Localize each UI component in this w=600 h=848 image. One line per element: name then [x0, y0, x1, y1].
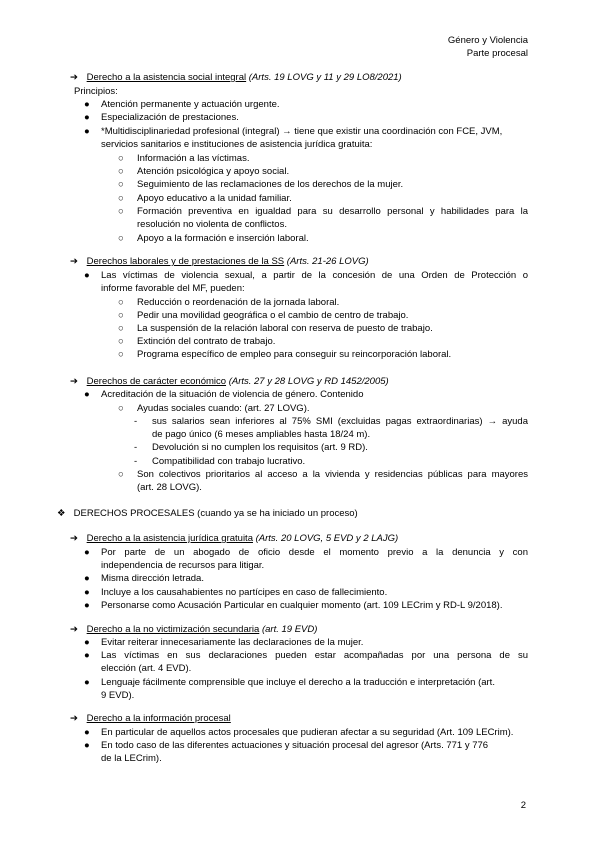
section-heading: [70, 376, 389, 388]
circle-icon: ○: [118, 403, 124, 414]
section-heading: [70, 624, 317, 636]
bullet-icon: ●: [84, 126, 90, 137]
list-item: [84, 99, 98, 111]
section-title: Derechos de carácter económico: [86, 376, 227, 387]
sub-item-text: resolución no violenta de conflictos.: [137, 219, 287, 230]
sub-item-text: Son colectivos prioritarios al acceso a la vivienda y residencias públicas para mayores: [137, 469, 528, 480]
dash-icon: -: [134, 442, 138, 453]
section-ref: (Arts. 21-26 LOVG): [286, 256, 369, 267]
circle-icon: ○: [118, 153, 124, 164]
arrow-icon: ➔: [70, 376, 78, 387]
bullet-icon: ●: [84, 270, 90, 281]
section-title: Derecho a la no victimización secundaria: [86, 624, 260, 635]
circle-icon: ○: [118, 336, 124, 347]
section-ref: (Arts. 20 LOVG, 5 EVD y 2 LAJG): [255, 533, 399, 544]
list-item-text: Misma dirección letrada.: [101, 573, 204, 584]
sub-item-text: Apoyo educativo a la unidad familiar.: [137, 193, 292, 204]
principios-label: Principios:: [74, 86, 118, 97]
section-ref: (Arts. 27 y 28 LOVG y RD 1452/2005): [228, 376, 389, 387]
diamond-icon: ❖: [57, 508, 66, 519]
bullet-icon: ●: [84, 600, 90, 611]
section-title: Derecho a la información procesal: [86, 713, 231, 724]
section-title: Derecho a la asistencia social integral: [86, 72, 247, 83]
bullet-icon: ●: [84, 573, 90, 584]
arrow-icon: ➔: [70, 713, 78, 724]
section-heading: [70, 72, 402, 84]
sub-sub-item-text: Compatibilidad con trabajo lucrativo.: [152, 456, 306, 467]
circle-icon: ○: [118, 310, 124, 321]
circle-icon: ○: [118, 166, 124, 177]
list-item-text: elección (art. 4 EVD).: [101, 663, 192, 674]
section-ref: (Arts. 19 LOVG y 11 y 29 LO8/2021): [248, 72, 402, 83]
list-item-text: Por parte de un abogado de oficio desde el momento previo a la denuncia y con: [101, 547, 528, 558]
list-item-text: Acreditación de la situación de violencia de género. Contenido: [101, 389, 364, 400]
section-heading: [70, 256, 369, 268]
section-title: Derechos laborales y de prestaciones de la SS: [86, 256, 285, 267]
list-item-text: Incluye a los causahabientes no partícipes en caso de fallecimiento.: [101, 587, 388, 598]
page-number: 2: [520, 800, 526, 811]
bullet-icon: ●: [84, 727, 90, 738]
header-line1: Género y Violencia: [447, 35, 528, 46]
sub-item-text: La suspensión de la relación laboral con reserva de puesto de trabajo.: [137, 323, 433, 334]
sub-item-text: Ayudas sociales cuando: (art. 27 LOVG).: [137, 403, 310, 414]
bullet-icon: ●: [84, 547, 90, 558]
bullet-icon: ●: [84, 587, 90, 598]
sub-item-text: Información a las víctimas.: [137, 153, 250, 164]
dash-icon: -: [134, 456, 138, 467]
sub-item-text: Extinción del contrato de trabajo.: [137, 336, 276, 347]
sub-item-text: Reducción o reordenación de la jornada laboral.: [137, 297, 340, 308]
sub-item-text: Seguimiento de las reclamaciones de los derechos de la mujer.: [137, 179, 404, 190]
list-item-text: de la LECrim).: [101, 753, 162, 764]
circle-icon: ○: [118, 297, 124, 308]
circle-icon: ○: [118, 469, 124, 480]
section-heading: [70, 533, 398, 545]
list-item-text: Evitar reiterar innecesariamente las declaraciones de la mujer.: [101, 637, 364, 648]
procesales-heading: [57, 508, 358, 520]
list-item-text: En particular de aquellos actos procesales que pudieran afectar a su seguridad (Art. 109 LECrim).: [101, 727, 514, 738]
list-item-text: Atención permanente y actuación urgente.: [101, 99, 280, 110]
bullet-icon: ●: [84, 389, 90, 400]
sub-sub-item-text: Devolución si no cumplen los requisitos (art. 9 RD).: [152, 442, 368, 453]
list-item-text: servicios sanitarios e instituciones de asistencia jurídica gratuita:: [101, 139, 373, 150]
circle-icon: ○: [118, 349, 124, 360]
bullet-icon: ●: [84, 677, 90, 688]
procesales-title: DERECHOS PROCESALES (cuando ya se ha iniciado un proceso): [73, 508, 358, 519]
list-item-text: Las víctimas de violencia sexual, a partir de la concesión de una Orden de Protección o: [101, 270, 528, 281]
circle-icon: ○: [118, 206, 124, 217]
arrow-icon: ➔: [70, 72, 78, 83]
list-item-text: Especialización de prestaciones.: [101, 112, 239, 123]
sub-item-text: Apoyo a la formación e inserción laboral.: [137, 233, 309, 244]
circle-icon: ○: [118, 179, 124, 190]
sub-item-text: Pedir una movilidad geográfica o el cambio de centro de trabajo.: [137, 310, 409, 321]
arrow-icon: ➔: [70, 256, 78, 267]
sub-item-text: Formación preventiva en igualdad para su desarrollo personal y habilidades para la: [137, 206, 528, 217]
circle-icon: ○: [118, 233, 124, 244]
list-item-text: En todo caso de las diferentes actuaciones y situación procesal del agresor (Arts. 771 y 776: [101, 740, 489, 751]
list-item-text: 9 EVD).: [101, 690, 135, 701]
list-item-text: Personarse como Acusación Particular en cualquier momento (art. 109 LECrim y RD-L 9/2018).: [101, 600, 503, 611]
list-item-text: *Multidisciplinariedad profesional (integral) → tiene que existir una coordinación con FCE, JVM,: [101, 126, 503, 137]
sub-sub-item-text: sus salarios sean inferiores al 75% SMI (excluidas pagas extraordinarias) → ayuda: [152, 416, 528, 427]
bullet-icon: ●: [84, 99, 90, 110]
dash-icon: -: [134, 416, 138, 427]
bullet-icon: ●: [84, 112, 90, 123]
list-item-text: independencia de recursos para litigar.: [101, 560, 265, 571]
list-item-text: Lenguaje fácilmente comprensible que incluye el derecho a la traducción e interpretación (art.: [101, 677, 495, 688]
section-title: Derecho a la asistencia jurídica gratuita: [86, 533, 253, 544]
circle-icon: ○: [118, 323, 124, 334]
section-heading: [70, 713, 231, 725]
list-item: [84, 126, 98, 138]
sub-item-text: (art. 28 LOVG).: [137, 482, 202, 493]
sub-sub-item-text: de pago único (6 meses ampliables hasta 18/24 m).: [152, 429, 371, 440]
sub-item-text: Programa específico de empleo para conseguir su reincorporación laboral.: [137, 349, 452, 360]
list-item-text: Las víctimas en sus declaraciones pueden estar acompañadas por una persona de su: [101, 650, 528, 661]
list-item: [84, 112, 98, 124]
bullet-icon: ●: [84, 740, 90, 751]
bullet-icon: ●: [84, 637, 90, 648]
list-item-text: informe favorable del MF, pueden:: [101, 283, 245, 294]
circle-icon: ○: [118, 193, 124, 204]
arrow-icon: ➔: [70, 533, 78, 544]
sub-item-text: Atención psicológica y apoyo social.: [137, 166, 290, 177]
section-ref: (art. 19 EVD): [261, 624, 318, 635]
header-line2: Parte procesal: [466, 48, 528, 59]
page-header: [448, 34, 528, 60]
arrow-icon: ➔: [70, 624, 78, 635]
bullet-icon: ●: [84, 650, 90, 661]
